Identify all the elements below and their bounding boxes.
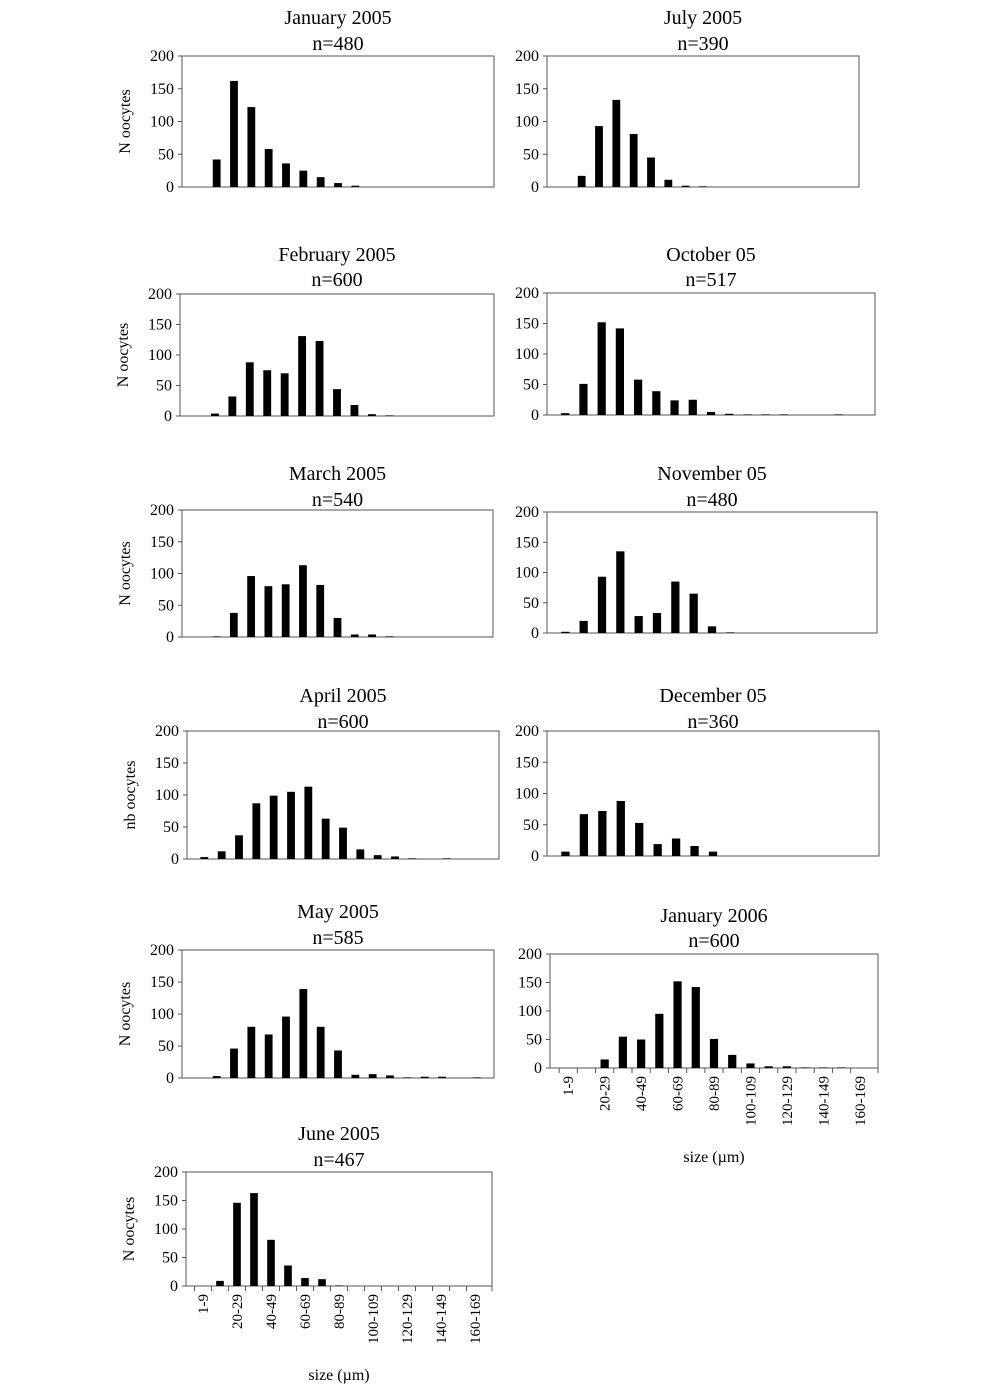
bar	[612, 100, 620, 187]
bar	[250, 1193, 258, 1286]
y-tick-label: 150	[150, 533, 174, 551]
bar	[228, 396, 236, 416]
bar	[690, 594, 698, 633]
chart-title: January 2006	[660, 905, 768, 927]
y-tick-label: 200	[515, 723, 539, 740]
bar	[304, 787, 312, 859]
x-tick-label: 1-9	[561, 1076, 578, 1096]
plot-area	[547, 512, 877, 633]
bar	[765, 1066, 773, 1068]
y-tick-label: 50	[523, 594, 539, 612]
x-axis-label: size (µm)	[683, 1149, 745, 1166]
bar	[671, 582, 679, 633]
bar	[635, 616, 643, 633]
bar	[265, 586, 273, 637]
bar	[391, 856, 399, 859]
bar	[318, 1279, 326, 1286]
chart-panel	[518, 905, 878, 1166]
x-tick-label: 100-109	[366, 1294, 382, 1344]
bar	[374, 855, 382, 859]
y-tick-label: 200	[148, 286, 172, 303]
plot-area	[547, 293, 875, 415]
y-tick-label: 150	[148, 316, 172, 334]
x-axis-label: size (µm)	[308, 1367, 370, 1384]
bar	[301, 1278, 309, 1286]
y-tick-label: 100	[155, 787, 179, 804]
x-tick-label: 60-69	[670, 1076, 687, 1111]
chart-title: July 2005	[663, 7, 743, 29]
bar	[692, 987, 700, 1068]
bar	[580, 621, 588, 633]
bar	[368, 634, 376, 637]
x-tick-label: 80-89	[332, 1294, 348, 1329]
bar	[333, 389, 341, 416]
bar	[438, 1077, 446, 1078]
y-tick-label: 0	[166, 629, 174, 646]
y-tick-label: 100	[515, 113, 539, 131]
chart-title: January 2005	[284, 7, 392, 29]
bar	[598, 811, 606, 856]
bar	[617, 801, 625, 856]
bar	[762, 414, 770, 415]
bar	[247, 107, 255, 187]
y-tick-label: 150	[515, 534, 539, 552]
plot-area	[182, 56, 494, 187]
y-tick-label: 150	[150, 80, 174, 98]
chart-panel	[515, 463, 877, 642]
y-tick-label: 50	[156, 377, 172, 395]
y-tick-label: 200	[155, 723, 179, 740]
bar	[200, 857, 208, 859]
bar	[421, 1077, 429, 1078]
x-tick-label: 100-109	[743, 1076, 760, 1126]
y-tick-label: 50	[158, 597, 174, 615]
chart-panel	[515, 685, 879, 865]
bar	[356, 849, 364, 859]
y-tick-label: 0	[164, 408, 172, 425]
bar	[235, 835, 243, 859]
bar	[282, 163, 290, 187]
bar	[580, 814, 588, 856]
bar	[689, 400, 697, 415]
chart-title: March 2005	[288, 463, 387, 485]
bar	[637, 1040, 645, 1069]
bar	[369, 1074, 377, 1078]
y-tick-label: 100	[154, 1221, 178, 1238]
bar	[284, 1265, 292, 1286]
bar	[819, 1067, 827, 1068]
bar	[230, 613, 238, 637]
x-tick-label: 20-29	[230, 1294, 246, 1329]
chart-subtitle: n=600	[688, 930, 740, 952]
bar	[598, 322, 606, 415]
bar	[233, 1203, 241, 1286]
chart-subtitle: n=517	[685, 269, 737, 291]
chart-title: February 2005	[278, 244, 396, 266]
y-axis-label: N oocytes	[121, 1196, 138, 1262]
chart-title: May 2005	[297, 901, 379, 923]
bar	[322, 819, 330, 859]
y-tick-label: 0	[531, 625, 539, 642]
chart-panel	[117, 7, 494, 196]
bar	[561, 632, 569, 633]
bar	[351, 405, 359, 416]
y-tick-label: 50	[523, 816, 539, 834]
bar	[298, 336, 306, 416]
bar	[299, 565, 307, 637]
chart-subtitle: n=600	[311, 269, 363, 291]
bar	[230, 81, 238, 187]
bar	[707, 412, 715, 415]
bar	[780, 414, 788, 415]
bar	[385, 636, 393, 637]
bar	[708, 626, 716, 633]
bar	[443, 858, 451, 859]
chart-subtitle: n=360	[687, 711, 739, 733]
bar	[230, 1049, 238, 1078]
bar	[334, 618, 342, 637]
chart-subtitle: n=585	[312, 927, 364, 949]
y-tick-label: 50	[162, 1249, 178, 1267]
chart-panel	[115, 244, 494, 425]
bar	[653, 613, 661, 633]
bar	[299, 989, 307, 1078]
bar	[247, 576, 255, 637]
bar	[335, 1285, 343, 1286]
bar	[473, 1077, 481, 1078]
bar	[368, 414, 376, 416]
chart-panel	[515, 244, 875, 424]
bar	[673, 981, 681, 1068]
chart-subtitle: n=480	[312, 33, 364, 55]
bar	[351, 634, 359, 637]
x-tick-label: 1-9	[196, 1294, 212, 1314]
bar	[267, 1240, 275, 1286]
bar	[664, 180, 672, 187]
bar	[270, 796, 278, 859]
x-tick-label: 40-49	[264, 1294, 280, 1329]
bar	[634, 380, 642, 415]
y-tick-label: 150	[518, 974, 542, 992]
bar	[351, 1075, 359, 1078]
y-tick-label: 200	[150, 48, 174, 65]
y-tick-label: 100	[515, 346, 539, 363]
y-tick-label: 100	[515, 785, 539, 803]
y-tick-label: 200	[154, 1164, 178, 1181]
bar	[598, 577, 606, 633]
bar	[561, 852, 569, 856]
x-tick-label: 160-169	[468, 1294, 484, 1344]
y-tick-label: 0	[531, 407, 539, 424]
chart-title: November 05	[657, 463, 767, 485]
y-tick-label: 150	[155, 755, 179, 772]
bar	[403, 1077, 411, 1078]
x-tick-label: 160-169	[852, 1076, 869, 1126]
y-tick-label: 50	[526, 1031, 542, 1049]
bar	[619, 1037, 627, 1068]
y-tick-label: 0	[166, 1070, 174, 1087]
y-tick-label: 0	[171, 851, 179, 868]
bar	[334, 1050, 342, 1078]
bar	[655, 1014, 663, 1068]
bar	[216, 1281, 224, 1286]
chart-subtitle: n=540	[311, 489, 364, 511]
bar	[635, 823, 643, 856]
chart-title: December 05	[659, 685, 767, 707]
y-tick-label: 150	[515, 315, 539, 333]
bar	[616, 328, 624, 415]
plot-area	[547, 731, 879, 856]
chart-subtitle: n=480	[686, 489, 738, 511]
bar	[690, 846, 698, 856]
bar	[317, 1027, 325, 1078]
bar	[334, 183, 342, 187]
chart-panel	[515, 7, 859, 196]
y-tick-label: 50	[163, 819, 179, 836]
bar	[213, 1076, 221, 1078]
chart-panel	[117, 463, 493, 646]
chart-panel	[122, 685, 499, 868]
x-tick-label: 80-89	[707, 1076, 723, 1111]
y-tick-label: 150	[515, 754, 539, 772]
bar	[282, 1017, 290, 1078]
chart-title: October 05	[666, 244, 756, 266]
bar	[595, 126, 603, 187]
bar	[316, 585, 324, 637]
bar	[837, 1067, 845, 1068]
bar	[265, 149, 273, 187]
y-tick-label: 200	[515, 504, 539, 521]
x-tick-label: 120-129	[779, 1076, 796, 1126]
bar	[725, 414, 733, 415]
bar	[728, 1055, 736, 1068]
bar	[743, 414, 751, 415]
bar	[783, 1066, 791, 1068]
y-tick-label: 150	[150, 974, 174, 991]
bar	[699, 186, 707, 187]
bar	[801, 1067, 809, 1068]
chart-subtitle: n=467	[313, 1149, 365, 1171]
y-tick-label: 0	[531, 179, 539, 196]
y-tick-label: 50	[158, 1038, 174, 1055]
bar	[408, 858, 416, 859]
y-axis-label: N oocytes	[117, 541, 134, 606]
y-tick-label: 0	[166, 179, 174, 196]
bar	[351, 186, 359, 187]
y-tick-label: 100	[515, 564, 539, 582]
chart-title: April 2005	[299, 685, 387, 707]
x-tick-label: 40-49	[634, 1076, 651, 1111]
bar	[287, 792, 295, 859]
bar	[578, 176, 586, 187]
y-axis-label: N oocytes	[117, 89, 134, 154]
chart-panel	[121, 1123, 492, 1384]
bar	[682, 186, 690, 187]
bar	[601, 1059, 609, 1068]
chart-subtitle: n=390	[677, 33, 729, 55]
y-axis-label: N oocytes	[117, 981, 134, 1047]
bar	[630, 134, 638, 187]
y-tick-label: 100	[518, 1003, 542, 1020]
bar	[213, 636, 221, 637]
chart-panel	[117, 901, 494, 1087]
y-tick-label: 50	[523, 376, 539, 394]
y-tick-label: 0	[170, 1278, 178, 1295]
x-tick-label: 140-149	[434, 1294, 450, 1344]
y-tick-label: 0	[531, 848, 539, 865]
bar	[670, 400, 678, 415]
y-tick-label: 200	[150, 942, 174, 959]
bar	[834, 414, 842, 415]
bar	[317, 177, 325, 187]
x-tick-label: 60-69	[298, 1294, 314, 1329]
bar	[246, 362, 254, 416]
plot-area	[186, 1172, 492, 1286]
y-tick-label: 150	[154, 1192, 178, 1210]
y-tick-label: 100	[148, 347, 172, 364]
bar	[339, 828, 347, 859]
y-tick-label: 0	[534, 1060, 542, 1077]
bar	[299, 171, 307, 187]
bar	[579, 384, 587, 415]
y-tick-label: 200	[515, 48, 539, 65]
bar	[561, 413, 569, 415]
bar	[252, 803, 260, 859]
bar	[385, 415, 393, 416]
bar	[282, 584, 290, 637]
y-tick-label: 100	[150, 113, 174, 131]
bar	[710, 1039, 718, 1068]
bar	[652, 391, 660, 415]
y-tick-label: 200	[150, 502, 174, 519]
bar	[263, 370, 271, 416]
y-tick-label: 200	[518, 946, 542, 963]
bar	[247, 1027, 255, 1078]
x-tick-label: 20-29	[597, 1076, 614, 1111]
y-tick-label: 50	[523, 146, 539, 164]
bar	[218, 851, 226, 859]
plot-area	[547, 56, 859, 187]
x-tick-label: 140-149	[816, 1076, 833, 1126]
bar	[672, 839, 680, 857]
bar	[647, 158, 655, 187]
y-tick-label: 200	[515, 285, 539, 302]
bar	[265, 1034, 273, 1078]
bar	[616, 551, 624, 633]
bar	[211, 414, 219, 416]
y-tick-label: 100	[150, 565, 174, 583]
y-tick-label: 50	[158, 146, 174, 164]
bar	[654, 844, 662, 856]
y-axis-label: nb oocytes	[122, 760, 139, 830]
bar	[726, 632, 734, 633]
y-axis-label: N oocytes	[115, 322, 132, 388]
chart-title: June 2005	[298, 1123, 380, 1145]
y-tick-label: 100	[150, 1006, 174, 1023]
bar	[386, 1075, 394, 1078]
bar	[746, 1063, 754, 1068]
chart-subtitle: n=600	[317, 711, 369, 733]
x-tick-label: 120-129	[400, 1294, 416, 1344]
bar	[709, 852, 717, 856]
y-tick-label: 150	[515, 80, 539, 98]
bar	[281, 373, 289, 416]
bar	[316, 341, 324, 416]
bar	[213, 159, 221, 187]
